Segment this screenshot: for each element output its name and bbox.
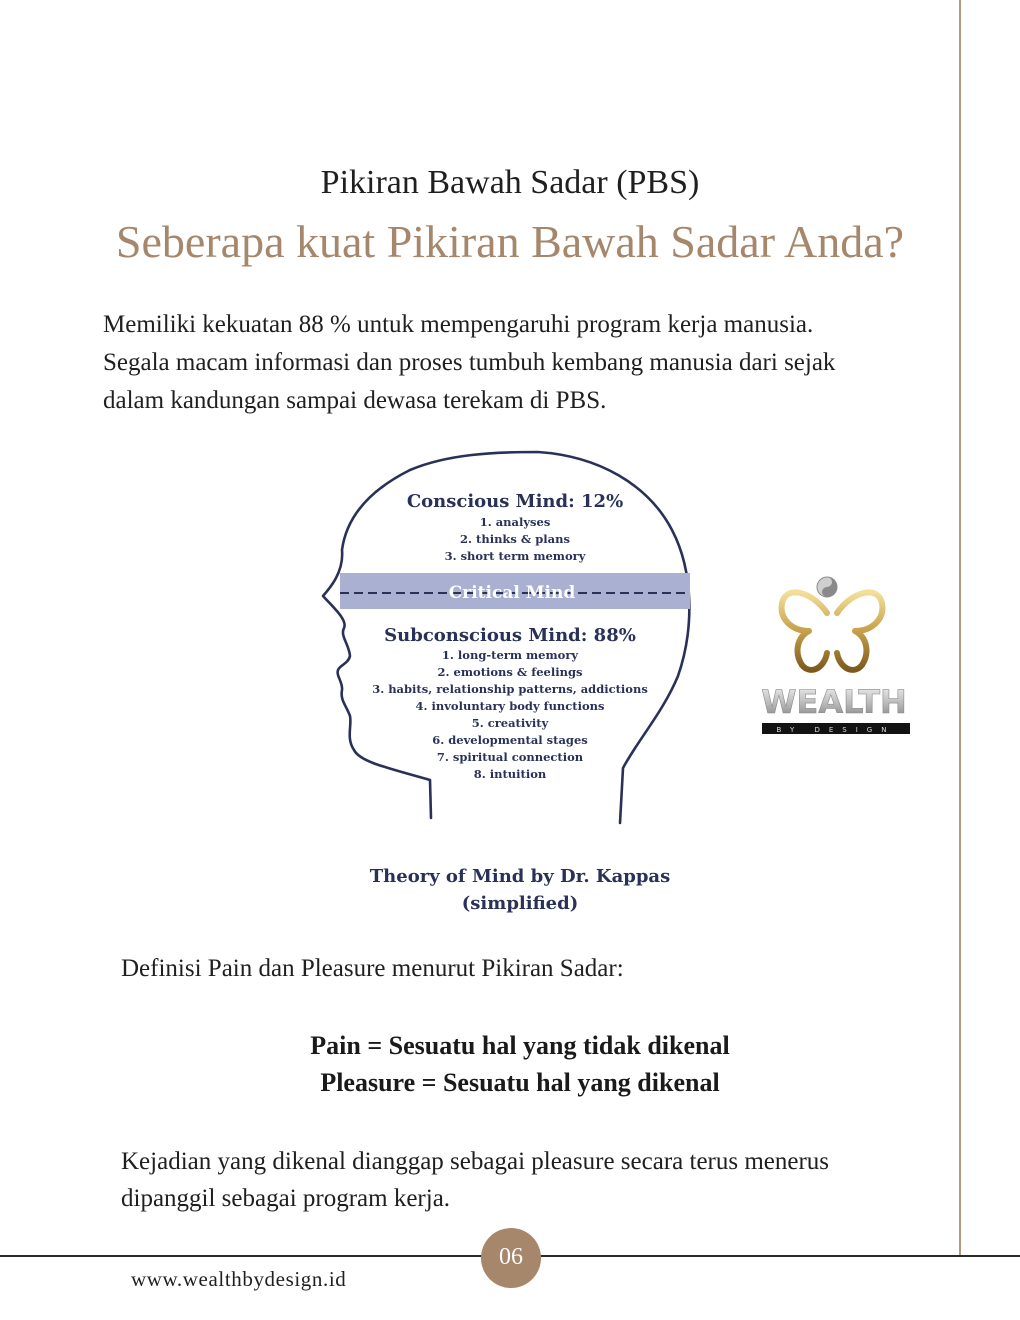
wealth-by-design-logo [752,573,918,743]
logo-wordmark: WEALTH [761,683,907,721]
page-number-badge: 06 [481,1228,541,1288]
definition-intro: Definisi Pain dan Pleasure menurut Pikiran Sadar: [121,955,624,982]
page-eyebrow: Pikiran Bawah Sadar (PBS) [320,164,700,201]
closing-paragraph [121,1143,941,1217]
logo-tagline: BY DESIGN [776,726,896,734]
intro-line: Memiliki kekuatan 88 % untuk mempengaruhi program kerja manusia. [103,311,814,338]
subconscious-item: 6. developmental stages [432,733,588,747]
critical-mind-label: Critical Mind [448,583,576,603]
conscious-title: Conscious Mind: 12% [406,491,624,512]
subconscious-item: 8. intuition [473,767,547,781]
mind-diagram [318,450,718,850]
subconscious-item: 5. creativity [471,716,549,730]
website-link[interactable]: www.wealthbydesign.id [131,1267,347,1291]
subconscious-item: 3. habits, relationship patterns, addictions [372,682,648,696]
closing-line: dipanggil sebagai program kerja. [121,1185,451,1212]
subconscious-item: 2. emotions & feelings [437,665,583,679]
intro-line: dalam kandungan sampai dewasa terekam di PBS. [103,387,607,414]
intro-line: Segala macam informasi dan proses tumbuh kembang manusia dari sejak [103,349,836,376]
intro-paragraph [103,306,933,420]
diagram-caption: Theory of Mind by Dr. Kappas [369,866,671,887]
conscious-item: 3. short term memory [444,549,586,563]
subconscious-item: 1. long-term memory [441,648,579,662]
butterfly-emblem-icon [782,592,883,673]
subconscious-title: Subconscious Mind: 88% [384,625,636,646]
conscious-item: 2. thinks & plans [460,532,570,546]
conscious-item: 1. analyses [479,515,551,529]
subconscious-item: 4. involuntary body functions [415,699,605,713]
pain-definition: Pain = Sesuatu hal yang tidak dikenal [310,1031,730,1060]
subconscious-item: 7. spiritual connection [436,750,584,764]
closing-line: Kejadian yang dikenal dianggap sebagai pleasure secara terus menerus [121,1148,830,1175]
pleasure-definition: Pleasure = Sesuatu hal yang dikenal [320,1068,720,1097]
diagram-caption-sub: (simplified) [461,893,579,914]
page-title: Seberapa kuat Pikiran Bawah Sadar Anda? [115,216,905,267]
